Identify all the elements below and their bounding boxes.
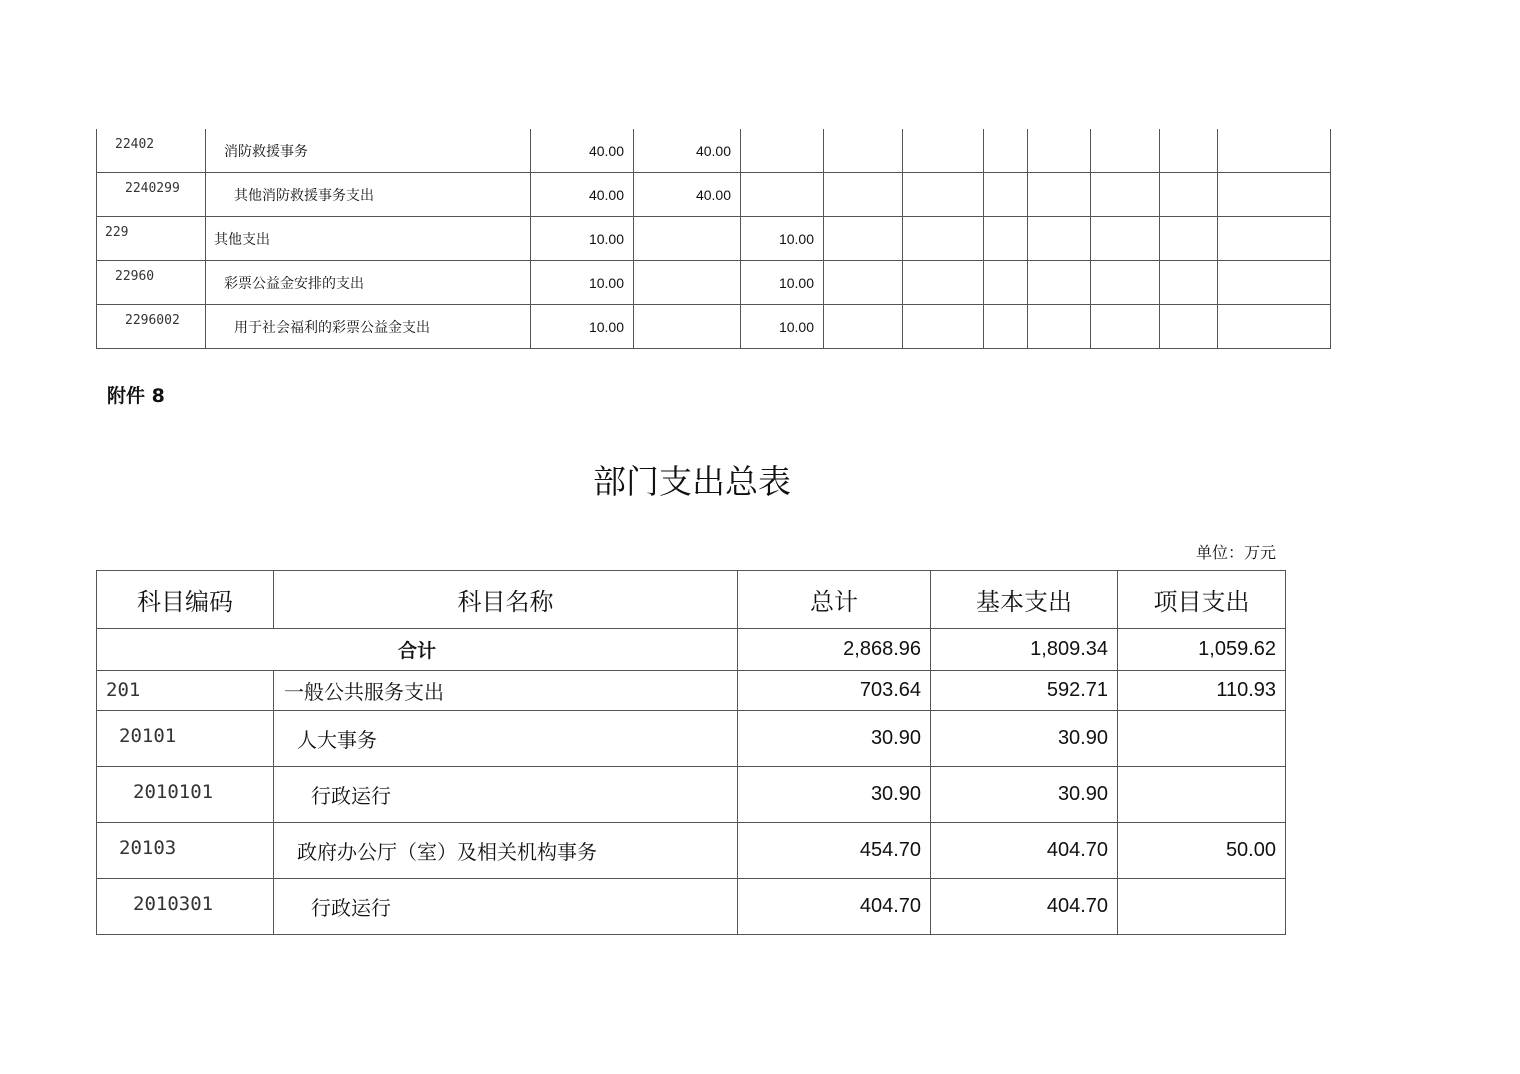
empty-cell bbox=[824, 173, 903, 217]
total-value: 30.90 bbox=[738, 711, 931, 767]
empty-cell bbox=[984, 129, 1028, 173]
total-row bbox=[97, 629, 1286, 671]
empty-cell bbox=[903, 261, 984, 305]
empty-cell bbox=[1160, 261, 1218, 305]
empty-cell bbox=[824, 305, 903, 349]
subject-code: 2010101 bbox=[97, 767, 274, 823]
header-basic: 基本支出 bbox=[931, 571, 1118, 629]
basic-value bbox=[634, 261, 741, 305]
total-value: 10.00 bbox=[531, 261, 634, 305]
project-value bbox=[741, 173, 824, 217]
header-subject-code: 科目编码 bbox=[97, 571, 274, 629]
basic-value: 30.90 bbox=[931, 711, 1118, 767]
total-value: 404.70 bbox=[738, 879, 931, 935]
previous-expenditure-table bbox=[96, 129, 1331, 349]
department-expenditure-table bbox=[96, 570, 1286, 935]
empty-cell bbox=[824, 261, 903, 305]
project-value: 110.93 bbox=[1118, 671, 1286, 711]
total-value: 454.70 bbox=[738, 823, 931, 879]
header-subject-name: 科目名称 bbox=[274, 571, 738, 629]
subject-code: 2240299 bbox=[97, 173, 206, 217]
subject-name: 行政运行 bbox=[274, 767, 738, 823]
subject-code: 20103 bbox=[97, 823, 274, 879]
page-title: 部门支出总表 bbox=[593, 462, 791, 501]
table-row bbox=[97, 671, 1286, 711]
table-row bbox=[97, 767, 1286, 823]
empty-cell bbox=[1160, 129, 1218, 173]
empty-cell bbox=[1028, 217, 1091, 261]
empty-cell bbox=[984, 261, 1028, 305]
basic-value bbox=[634, 305, 741, 349]
subject-name: 其他消防救援事务支出 bbox=[206, 173, 531, 217]
basic-value: 404.70 bbox=[931, 823, 1118, 879]
table-row bbox=[97, 305, 1331, 349]
empty-cell bbox=[903, 305, 984, 349]
empty-cell bbox=[1091, 217, 1160, 261]
total-value: 703.64 bbox=[738, 671, 931, 711]
empty-cell bbox=[1028, 129, 1091, 173]
subject-name: 人大事务 bbox=[274, 711, 738, 767]
header-total: 总计 bbox=[738, 571, 931, 629]
basic-value: 40.00 bbox=[634, 129, 741, 173]
empty-cell bbox=[1028, 305, 1091, 349]
table-row bbox=[97, 173, 1331, 217]
project-value: 1,059.62 bbox=[1118, 629, 1286, 671]
empty-cell bbox=[1218, 129, 1331, 173]
empty-cell bbox=[1218, 173, 1331, 217]
empty-cell bbox=[1218, 305, 1331, 349]
total-value: 40.00 bbox=[531, 173, 634, 217]
subject-name: 政府办公厅（室）及相关机构事务 bbox=[274, 823, 738, 879]
subject-name: 彩票公益金安排的支出 bbox=[206, 261, 531, 305]
empty-cell bbox=[984, 173, 1028, 217]
table-row bbox=[97, 711, 1286, 767]
subject-code: 22402 bbox=[97, 129, 206, 173]
unit-label: 单位：万元 bbox=[1195, 543, 1276, 562]
subject-name: 一般公共服务支出 bbox=[274, 671, 738, 711]
empty-cell bbox=[824, 217, 903, 261]
basic-value: 404.70 bbox=[931, 879, 1118, 935]
total-label: 合计 bbox=[97, 629, 738, 671]
empty-cell bbox=[903, 129, 984, 173]
empty-cell bbox=[1028, 261, 1091, 305]
total-value: 30.90 bbox=[738, 767, 931, 823]
project-value: 10.00 bbox=[741, 261, 824, 305]
empty-cell bbox=[1028, 173, 1091, 217]
header-row bbox=[97, 571, 1286, 629]
basic-value: 592.71 bbox=[931, 671, 1118, 711]
total-value: 10.00 bbox=[531, 217, 634, 261]
project-value bbox=[1118, 711, 1286, 767]
table-row bbox=[97, 129, 1331, 173]
empty-cell bbox=[1091, 305, 1160, 349]
project-value bbox=[1118, 767, 1286, 823]
subject-code: 22960 bbox=[97, 261, 206, 305]
attachment-label: 附件 8 bbox=[107, 385, 165, 407]
basic-value bbox=[634, 217, 741, 261]
subject-code: 20101 bbox=[97, 711, 274, 767]
subject-code: 201 bbox=[97, 671, 274, 711]
empty-cell bbox=[1091, 261, 1160, 305]
empty-cell bbox=[984, 305, 1028, 349]
empty-cell bbox=[1218, 217, 1331, 261]
empty-cell bbox=[1160, 217, 1218, 261]
total-value: 40.00 bbox=[531, 129, 634, 173]
empty-cell bbox=[984, 217, 1028, 261]
basic-value: 40.00 bbox=[634, 173, 741, 217]
subject-code: 229 bbox=[97, 217, 206, 261]
empty-cell bbox=[1160, 173, 1218, 217]
table-row bbox=[97, 261, 1331, 305]
empty-cell bbox=[1160, 305, 1218, 349]
empty-cell bbox=[824, 129, 903, 173]
basic-value: 30.90 bbox=[931, 767, 1118, 823]
basic-value: 1,809.34 bbox=[931, 629, 1118, 671]
total-value: 2,868.96 bbox=[738, 629, 931, 671]
empty-cell bbox=[903, 217, 984, 261]
project-value: 10.00 bbox=[741, 217, 824, 261]
subject-code: 2010301 bbox=[97, 879, 274, 935]
project-value: 50.00 bbox=[1118, 823, 1286, 879]
table-row bbox=[97, 217, 1331, 261]
project-value bbox=[1118, 879, 1286, 935]
empty-cell bbox=[1091, 129, 1160, 173]
subject-name: 消防救援事务 bbox=[206, 129, 531, 173]
empty-cell bbox=[1091, 173, 1160, 217]
subject-name: 用于社会福利的彩票公益金支出 bbox=[206, 305, 531, 349]
empty-cell bbox=[903, 173, 984, 217]
project-value bbox=[741, 129, 824, 173]
table-row bbox=[97, 879, 1286, 935]
header-project: 项目支出 bbox=[1118, 571, 1286, 629]
table-row bbox=[97, 823, 1286, 879]
subject-name: 行政运行 bbox=[274, 879, 738, 935]
subject-name: 其他支出 bbox=[206, 217, 531, 261]
empty-cell bbox=[1218, 261, 1331, 305]
project-value: 10.00 bbox=[741, 305, 824, 349]
subject-code: 2296002 bbox=[97, 305, 206, 349]
total-value: 10.00 bbox=[531, 305, 634, 349]
